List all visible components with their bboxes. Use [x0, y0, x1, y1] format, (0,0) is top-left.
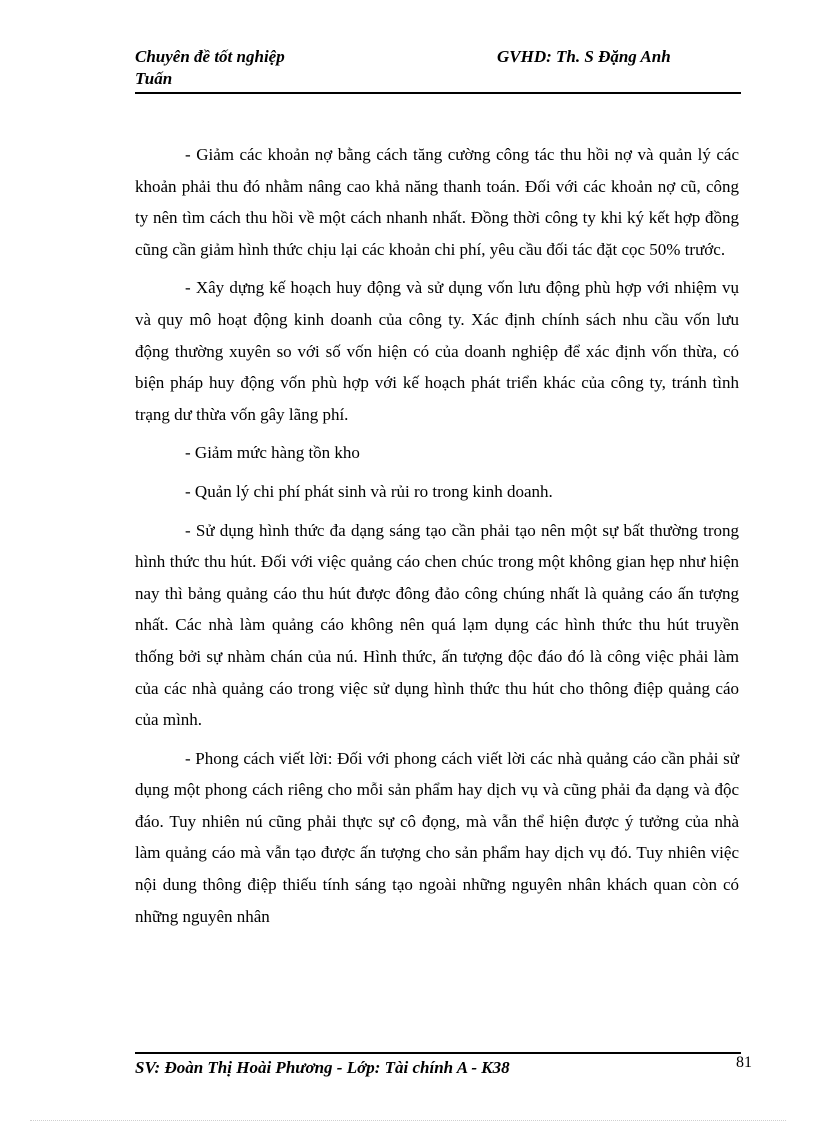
page-header: [135, 46, 741, 94]
footer-divider: [135, 1052, 741, 1054]
page-number: 81: [736, 1054, 752, 1071]
paragraph-writing-style: - Phong cách viết lời: Đối với phong cách viết lời các nhà quảng cáo cần phải sử dụng một phong cách riêng cho mỗi sản phẩm hay dịch vụ và cũng phải đa dạng và độc đáo. Tuy nhiên nú cũng phải thực sự cô đọng, mà vẫn thể hiện được ý tưởng của nhà làm quảng cáo mà vẫn tạo được ấn tượng cho sản phẩm hay dịch vụ đó. Tuy nhiên việc nội dung thông điệp thiếu tính sáng tạo ngoài những nguyên nhân khách quan còn có những nguyên nhân: [135, 748, 739, 926]
paragraph-debt-reduction: - Giảm các khoản nợ bằng cách tăng cường công tác thu hồi nợ và quản lý các khoản phải thu đó nhằm nâng cao khả năng thanh toán. Đối với các khoản nợ cũ, công ty nên tìm cách thu hồi về một cách nhanh nhất. Đồng thời công ty khi ký kết hợp đồng cũng cần giảm hình thức chịu lại các khoản chi phí, yêu cầu đối tác đặt cọc 50% trước.: [135, 145, 739, 259]
header-advisor: GVHD: Th. S Đặng Anh: [497, 47, 671, 66]
paragraph-inventory-reduction: - Giảm mức hàng tồn kho: [185, 443, 360, 463]
paragraph-creative-forms: - Sử dụng hình thức đa dạng sáng tạo cần phải tạo nên một sự bất thường trong hình thức thu hút. Đối với việc quảng cáo chen chúc trong một không gian hẹp như hiện nay thì bảng quảng cáo thu hút được đông đảo công chúng nhất là quảng cáo ấn tượng nhất. Các nhà làm quảng cáo không nên quá lạm dụng các hình thức thu hút truyền thống bởi sự nhàm chán của nú. Hình thức, ấn tượng độc đáo đó là công việc phải làm của các nhà quảng cáo trong việc sử dụng hình thức thu hút cho thông điệp quảng cáo của mình.: [135, 520, 739, 730]
paragraph-working-capital-plan: - Xây dựng kế hoạch huy động và sử dụng vốn lưu động phù hợp với nhiệm vụ và quy mô hoạt động kinh doanh của công ty. Xác định chính sách nhu cầu vốn lưu động thường xuyên so với số vốn hiện có của doanh nghiệp để xác định vốn thừa, có biện pháp huy động vốn phù hợp với kế hoạch phát triển khác của công ty, tránh tình trạng dư thừa vốn gây lãng phí.: [135, 278, 739, 424]
header-thesis-title-line1: Chuyên đề tốt nghiệp: [135, 47, 285, 66]
paragraph-cost-risk-management: - Quản lý chi phí phát sinh và rủi ro trong kinh doanh.: [185, 481, 553, 501]
footer-student-line: SV: Đoàn Thị Hoài Phương - Lớp: Tài chính A - K38: [135, 1058, 510, 1077]
page-bottom-border: [30, 1120, 786, 1121]
header-advisor-name-continuation: Tuấn: [135, 69, 173, 88]
header-thesis-title: [135, 46, 335, 90]
document-body: [135, 139, 739, 932]
